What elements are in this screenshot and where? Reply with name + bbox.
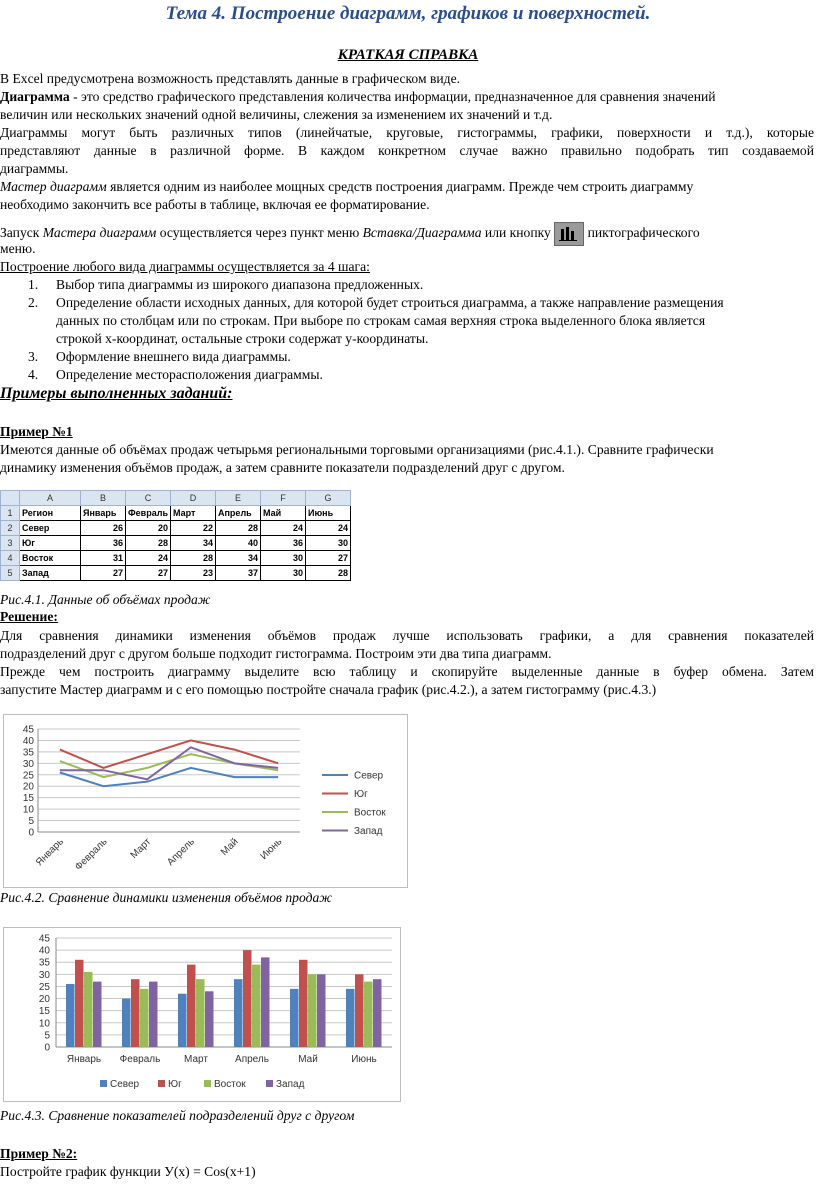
column-header: F — [261, 491, 306, 506]
y-tick-label: 30 — [38, 969, 50, 981]
y-tick-label: 10 — [22, 804, 34, 816]
x-tick-label: Апрель — [165, 836, 197, 869]
page-title: Тема 4. Построение диаграмм, графиков и поверхностей. — [165, 3, 651, 24]
solution-line-2: подразделений друг с другом больше подходит гистограмма. Построим эти два типа диаграмм. — [0, 646, 552, 661]
example-2-line-1: Постройте график функции У(x) = Cos(x+1) — [0, 1164, 256, 1179]
bar — [122, 999, 131, 1047]
launch-text-b: Мастера диаграмм — [42, 225, 157, 241]
intro-line-8: необходимо закончить все работы в таблице, включая ее форматирование. — [0, 197, 430, 212]
example-1-line-2: динамику изменения объёмов продаж, а затем сравните показатели подразделений друг с другом. — [0, 460, 565, 475]
figure-3-caption: Рис.4.3. Сравнение показателей подразделений друг с другом — [0, 1108, 355, 1123]
step-number: 3. — [28, 349, 39, 364]
x-tick-label: Апрель — [235, 1054, 269, 1065]
bar-chart — [4, 928, 400, 1101]
x-tick-label: Январь — [33, 836, 66, 869]
y-tick-label: 0 — [44, 1042, 50, 1054]
diagram-term: Диаграмма — [0, 89, 70, 104]
example-2-heading — [0, 1145, 814, 1162]
y-tick-label: 20 — [38, 994, 50, 1006]
region-cell: Восток — [20, 551, 81, 566]
header-cell: Февраль — [126, 506, 171, 521]
bar — [346, 989, 355, 1047]
intro-line-6: диаграммы. — [0, 161, 69, 176]
launch-text-c: осуществляется через пункт меню — [156, 225, 363, 241]
y-tick-label: 45 — [22, 724, 34, 736]
y-tick-label: 0 — [28, 827, 34, 839]
column-header: G — [306, 491, 351, 506]
legend-swatch — [266, 1080, 273, 1087]
figure-1-caption: Рис.4.1. Данные об объёмах продаж — [0, 592, 211, 607]
value-cell: 23 — [171, 566, 216, 581]
legend-label: Север — [354, 770, 384, 782]
value-cell: 27 — [126, 566, 171, 581]
diagram-definition — [0, 88, 814, 105]
launch-text-d: Вставка/Диаграмма — [362, 225, 482, 241]
x-tick-label: Июнь — [351, 1054, 377, 1065]
region-cell: Запад — [20, 566, 81, 581]
value-cell: 31 — [81, 551, 126, 566]
bar — [93, 982, 102, 1047]
y-tick-label: 25 — [22, 770, 34, 782]
bar — [373, 979, 382, 1047]
solution-heading — [0, 608, 814, 625]
bar — [196, 979, 205, 1047]
bar — [234, 979, 243, 1047]
intro-line-3: величин или нескольких значений одной величины, слежения за изменением их значений и т.д. — [0, 107, 553, 122]
legend-label: Запад — [354, 826, 383, 837]
spreadsheet-table — [0, 490, 351, 581]
step-text-continued: строкой х-координат, остальные строки содержат y-координаты. — [56, 331, 429, 346]
bar — [364, 982, 373, 1047]
step-number: 2. — [28, 295, 39, 310]
step-number: 4. — [28, 367, 39, 382]
corner-cell — [1, 491, 20, 506]
legend-label: Восток — [214, 1079, 246, 1090]
x-tick-label: Январь — [66, 1054, 102, 1065]
example-1-heading — [0, 423, 814, 440]
x-tick-label: Февраль — [119, 1054, 161, 1065]
value-cell: 34 — [171, 536, 216, 551]
y-tick-label: 40 — [38, 945, 50, 957]
x-tick-label: Февраль — [73, 836, 110, 873]
intro-line-1: В Excel предусмотрена возможность представлять данные в графическом виде. — [0, 71, 461, 86]
legend-label: Запад — [276, 1079, 305, 1090]
line-chart — [4, 715, 407, 887]
step-text: Определение области исходных данных, для которой будет строиться диаграмма, а также направление размещения — [56, 295, 724, 310]
y-tick-label: 15 — [22, 793, 34, 805]
bar — [355, 974, 364, 1047]
value-cell: 30 — [261, 566, 306, 581]
value-cell: 24 — [261, 521, 306, 536]
intro-line-4: Диаграммы могут быть различных типов (линейчатые, круговые, гистограммы, графики, поверхности и т.д.), которые — [0, 125, 814, 140]
wizard-text: является одним из наиболее мощных средств построения диаграмм. Прежде чем строить диаграмму — [106, 179, 694, 194]
steps-heading-text: Построение любого вида диаграммы осуществляется за 4 шага: — [0, 259, 370, 274]
column-header: A — [20, 491, 81, 506]
bar — [317, 974, 326, 1047]
column-header: E — [216, 491, 261, 506]
row-number: 4 — [1, 551, 20, 566]
value-cell: 37 — [216, 566, 261, 581]
line-chart-frame — [3, 714, 408, 888]
example-1-heading-text: Пример №1 — [0, 424, 73, 439]
x-tick-label: Июнь — [258, 836, 285, 863]
bar — [299, 960, 308, 1047]
legend-label: Юг — [168, 1079, 182, 1090]
section-heading-reference: КРАТКАЯ СПРАВКА — [337, 47, 479, 63]
intro-line-10: меню. — [0, 241, 36, 256]
column-header: D — [171, 491, 216, 506]
value-cell: 30 — [306, 536, 351, 551]
solution-heading-text: Решение: — [0, 609, 58, 624]
value-cell: 24 — [306, 521, 351, 536]
header-cell: Июнь — [306, 506, 351, 521]
value-cell: 26 — [81, 521, 126, 536]
legend-swatch — [204, 1080, 211, 1087]
examples-heading: Примеры выполненных заданий: — [0, 385, 233, 402]
y-tick-label: 5 — [28, 816, 34, 828]
legend-label: Восток — [354, 807, 386, 819]
x-tick-label: Май — [298, 1054, 318, 1065]
step-text-continued: данных по столбцам или по строкам. При выборе по строкам самая верхняя строка выделенного блока является — [56, 313, 706, 328]
bar — [261, 957, 270, 1047]
x-tick-label: Март — [128, 836, 154, 862]
diagram-definition-text: - это средство графического представления количества информации, предназначенное для сравнения значений — [69, 89, 716, 104]
value-cell: 30 — [261, 551, 306, 566]
intro-line-5: представляют данные в различной форме. В каждом конкретном случае важно правильно подобрать тип создаваемой — [0, 143, 814, 158]
value-cell: 36 — [261, 536, 306, 551]
bar — [308, 974, 317, 1047]
bar — [187, 965, 196, 1047]
y-tick-label: 30 — [22, 758, 34, 770]
bar — [205, 991, 214, 1047]
row-number: 5 — [1, 566, 20, 581]
header-cell: Апрель — [216, 506, 261, 521]
launch-text-a: Запуск — [0, 225, 43, 241]
column-header: C — [126, 491, 171, 506]
wizard-term: Мастер диаграмм — [0, 179, 107, 194]
y-tick-label: 40 — [22, 735, 34, 747]
step-text: Оформление внешнего вида диаграммы. — [56, 349, 291, 364]
bar — [84, 972, 93, 1047]
value-cell: 28 — [126, 536, 171, 551]
bar — [178, 994, 187, 1047]
y-tick-label: 35 — [22, 747, 34, 759]
bar — [252, 965, 261, 1047]
wizard-paragraph — [0, 178, 814, 195]
legend-swatch — [158, 1080, 165, 1087]
header-cell: Май — [261, 506, 306, 521]
value-cell: 28 — [306, 566, 351, 581]
bar — [243, 950, 252, 1047]
example-2-heading-text: Пример №2: — [0, 1146, 78, 1161]
row-number: 1 — [1, 506, 20, 521]
y-tick-label: 35 — [38, 957, 50, 969]
value-cell: 36 — [81, 536, 126, 551]
steps-heading — [0, 258, 814, 275]
legend-label: Юг — [354, 789, 368, 800]
example-1-line-1: Имеются данные об объёмах продаж четырьмя региональными торговыми организациями (рис.4.1.). Сравните графически — [0, 442, 714, 457]
region-cell: Север — [20, 521, 81, 536]
bar — [149, 982, 158, 1047]
value-cell: 28 — [216, 521, 261, 536]
bar — [290, 989, 299, 1047]
step-text: Выбор типа диаграммы из широкого диапазона предложенных. — [56, 277, 424, 292]
bar — [66, 984, 75, 1047]
value-cell: 22 — [171, 521, 216, 536]
x-tick-label: Март — [184, 1054, 208, 1065]
step-item — [28, 348, 816, 365]
legend-label: Север — [110, 1079, 140, 1090]
bar — [131, 979, 140, 1047]
y-tick-label: 5 — [44, 1030, 50, 1042]
value-cell: 28 — [171, 551, 216, 566]
header-cell: Март — [171, 506, 216, 521]
y-tick-label: 10 — [38, 1018, 50, 1030]
value-cell: 40 — [216, 536, 261, 551]
solution-line-3: Прежде чем построить диаграмму выделите всю таблицу и скопируйте выделенные данные в буфер обмена. Затем — [0, 664, 814, 679]
value-cell: 20 — [126, 521, 171, 536]
value-cell: 34 — [216, 551, 261, 566]
step-item — [28, 294, 816, 311]
series-line — [60, 754, 278, 777]
header-cell: Регион — [20, 506, 81, 521]
legend-swatch — [100, 1080, 107, 1087]
bar — [75, 960, 84, 1047]
header-cell: Январь — [81, 506, 126, 521]
y-tick-label: 25 — [38, 981, 50, 993]
x-tick-label: Май — [218, 836, 241, 858]
y-tick-label: 15 — [38, 1006, 50, 1018]
step-item — [28, 276, 816, 293]
step-text: Определение месторасположения диаграммы. — [56, 367, 323, 382]
row-number: 3 — [1, 536, 20, 551]
y-tick-label: 45 — [38, 933, 50, 945]
value-cell: 27 — [306, 551, 351, 566]
launch-text-f: пиктографического — [584, 225, 700, 241]
solution-line-4: запустите Мастер диаграмм и с его помощью постройте сначала график (рис.4.2.), а затем гистограмму (рис.4.3.) — [0, 682, 657, 697]
launch-text-e: или кнопку — [481, 225, 555, 241]
bar-chart-frame — [3, 927, 401, 1102]
value-cell: 24 — [126, 551, 171, 566]
step-item — [28, 366, 816, 383]
bar — [140, 989, 149, 1047]
solution-line-1: Для сравнения динамики изменения объёмов продаж лучше использовать графики, а для сравнения показателей — [0, 628, 814, 643]
value-cell: 27 — [81, 566, 126, 581]
row-number: 2 — [1, 521, 20, 536]
region-cell: Юг — [20, 536, 81, 551]
figure-2-caption: Рис.4.2. Сравнение динамики изменения объёмов продаж — [0, 890, 332, 905]
step-number: 1. — [28, 277, 39, 292]
y-tick-label: 20 — [22, 781, 34, 793]
column-header: B — [81, 491, 126, 506]
